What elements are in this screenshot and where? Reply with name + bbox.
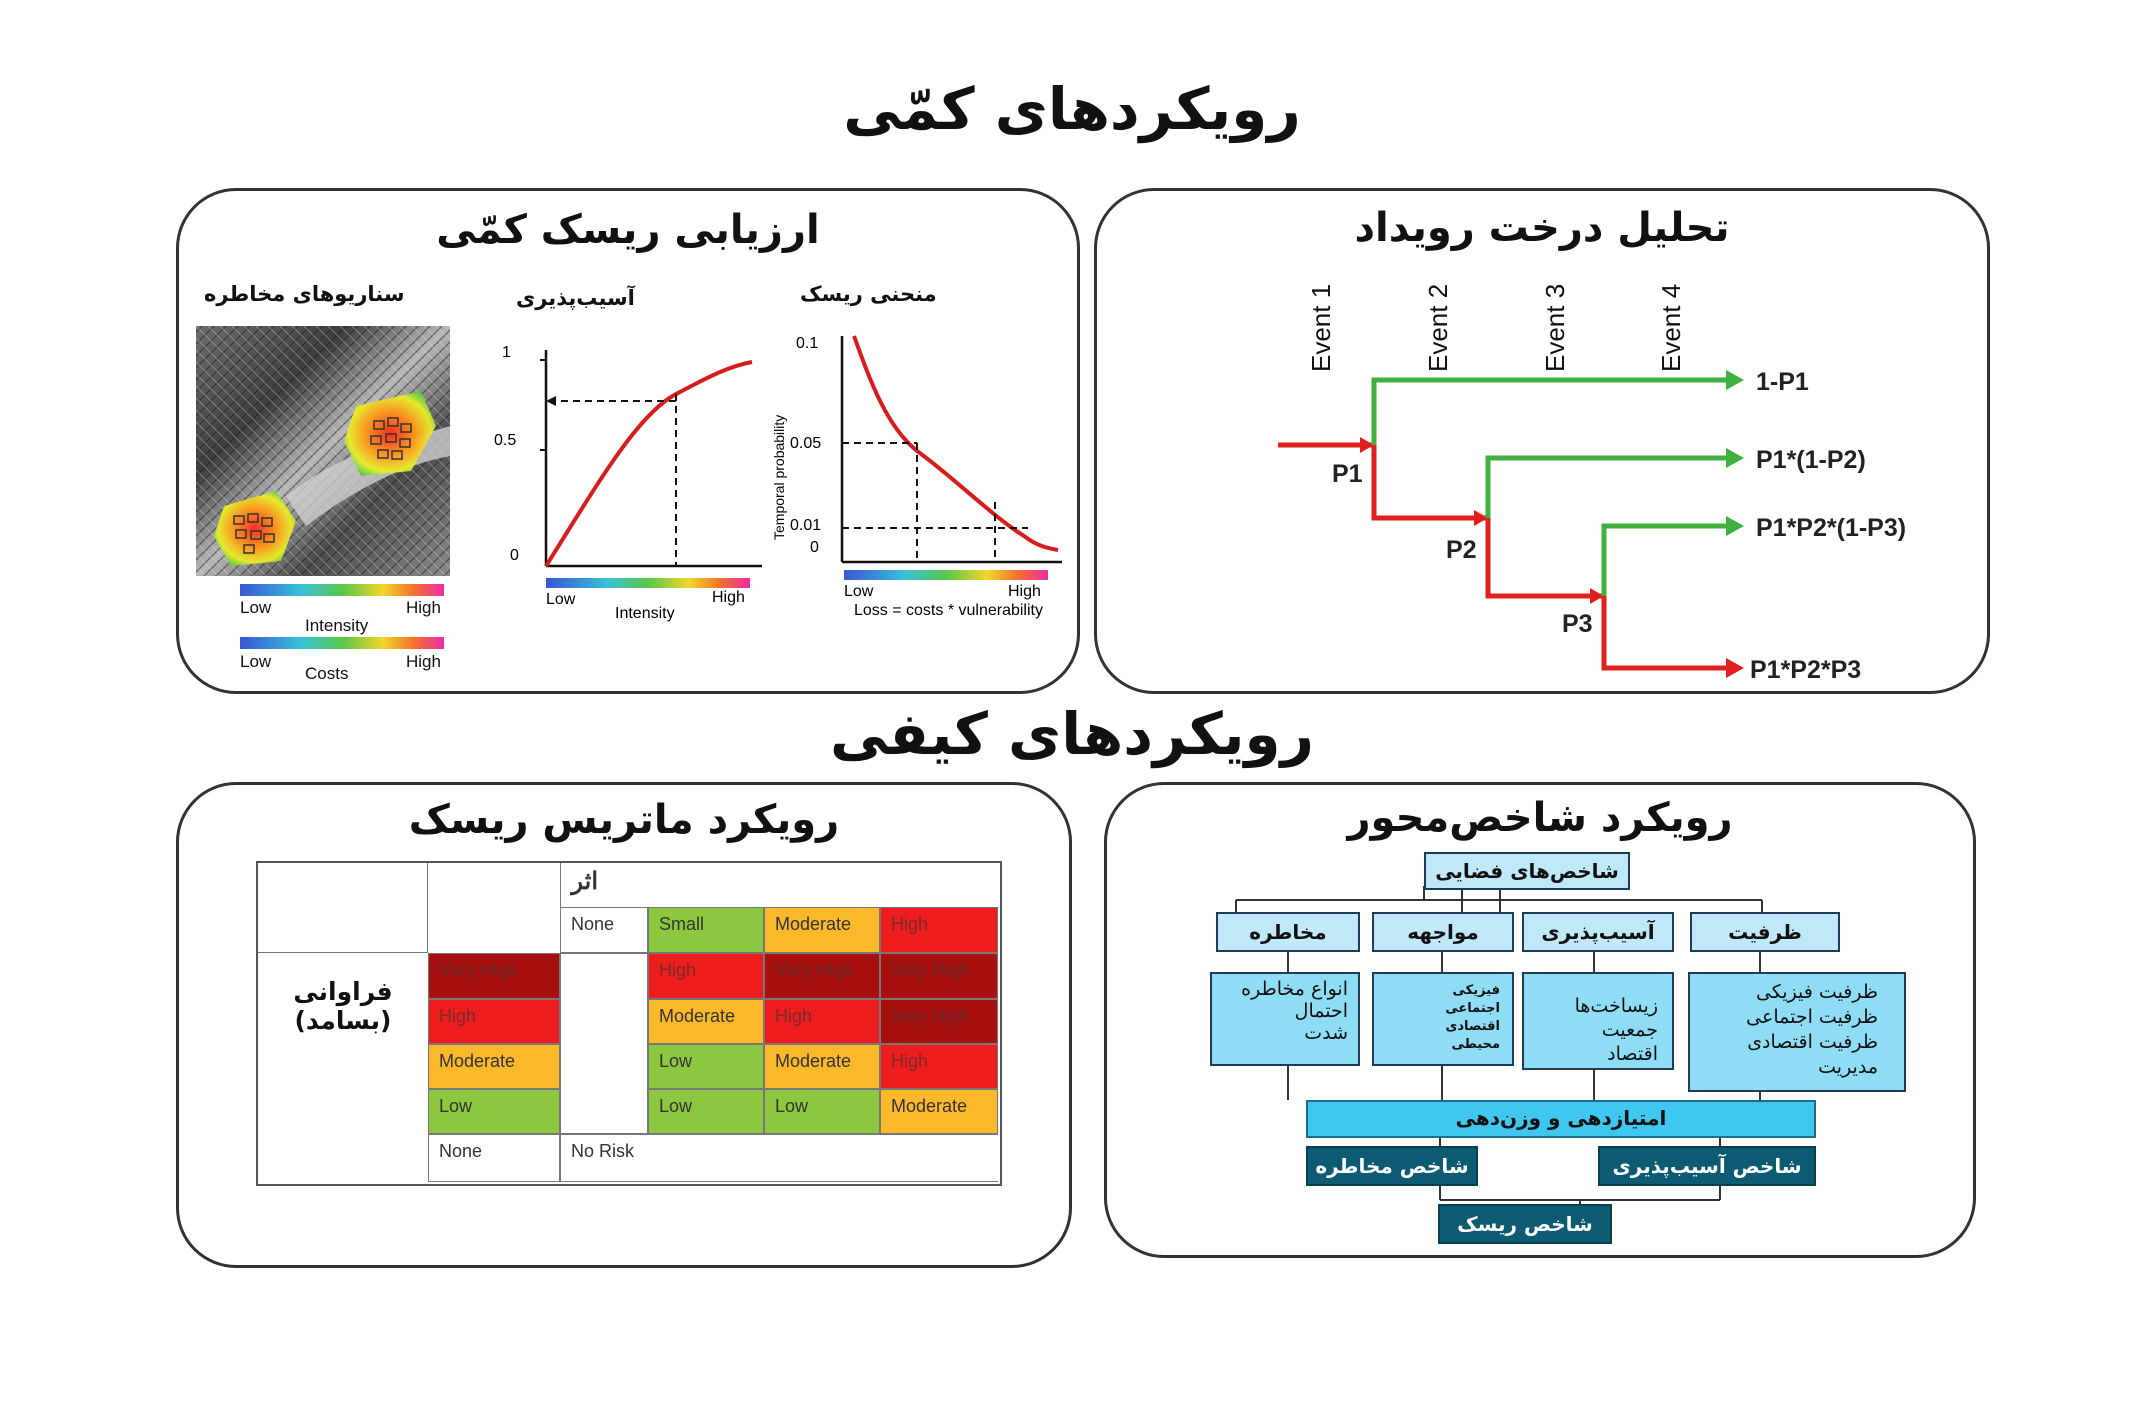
impact-small: Small bbox=[648, 907, 764, 953]
hazard-scenario-map bbox=[196, 326, 450, 576]
exposure-item: اجتماعی bbox=[1445, 1001, 1500, 1016]
matrix-cell: High bbox=[764, 999, 880, 1044]
spatial-indicators-box: شاخص‌های فضایی bbox=[1424, 852, 1630, 890]
matrix-cell: Low bbox=[764, 1089, 880, 1134]
node-p2: P2 bbox=[1446, 536, 1477, 564]
capacity-items-box bbox=[1688, 972, 1906, 1092]
matrix-cell: Moderate bbox=[880, 1089, 998, 1134]
risk-tick-0.05: 0.05 bbox=[790, 435, 822, 452]
scoring-weighting-box: امتیازدهی و وزن‌دهی bbox=[1306, 1100, 1816, 1138]
frequency-subtitle: (بسامد) bbox=[294, 1006, 392, 1035]
risk-curve-label: منحنی ریسک bbox=[800, 282, 937, 306]
intensity-legend-bar bbox=[240, 584, 444, 596]
matrix-cell: Moderate bbox=[764, 1044, 880, 1089]
risk-tick-0.1: 0.1 bbox=[796, 335, 819, 352]
risk-matrix-title: رویکرد ماتریس ریسک bbox=[408, 797, 840, 843]
costs-legend-bar bbox=[240, 637, 444, 649]
frequency-very-high: Very High bbox=[428, 953, 560, 999]
event-4-label: Event 4 bbox=[1656, 283, 1686, 372]
vulnerability-label: آسیب‌پذیری bbox=[516, 286, 635, 310]
impact-high: High bbox=[880, 907, 998, 953]
capacity-item: ظرفیت اقتصادی bbox=[1747, 1031, 1878, 1053]
risk-curve-chart bbox=[762, 326, 1072, 636]
risk-tick-0: 0 bbox=[810, 539, 819, 556]
risk-tick-0.01: 0.01 bbox=[790, 517, 822, 534]
vulnerability-item: زیساخت‌ها bbox=[1574, 995, 1658, 1017]
outcome-2-arrow bbox=[1726, 448, 1744, 468]
outcome-4: P1*P2*P3 bbox=[1750, 656, 1862, 680]
category-exposure: مواجهه bbox=[1372, 912, 1514, 952]
vulnerability-curve-chart bbox=[490, 330, 770, 630]
frequency-none: None bbox=[428, 1134, 560, 1182]
risk-loss-bar bbox=[844, 570, 1048, 580]
qualitative-approaches-title: رویکردهای کیفی bbox=[830, 700, 1314, 768]
costs-legend-title: Costs bbox=[305, 664, 349, 683]
matrix-cell: Very High bbox=[880, 953, 998, 999]
matrix-cell: Very High bbox=[764, 953, 880, 999]
costs-legend-high: High bbox=[406, 652, 441, 671]
category-vulnerability: آسیب‌پذیری bbox=[1522, 912, 1674, 952]
risk-index-box: شاخص ریسک bbox=[1438, 1204, 1612, 1244]
vulnerability-item: اقتصاد bbox=[1607, 1043, 1658, 1065]
outcome-4-arrow bbox=[1726, 658, 1744, 678]
node-p1: P1 bbox=[1332, 460, 1363, 488]
category-hazard: مخاطره bbox=[1216, 912, 1360, 952]
risk-high-label: High bbox=[1008, 583, 1041, 600]
event-tree-diagram bbox=[1270, 260, 1930, 680]
outcome-1: 1-P1 bbox=[1756, 368, 1809, 396]
outcome-3: P1*P2*(1-P3) bbox=[1756, 514, 1907, 542]
outcome-1-arrow bbox=[1726, 370, 1744, 390]
outcome-2: P1*(1-P2) bbox=[1756, 446, 1866, 474]
indicator-title: رویکرد شاخص‌محور bbox=[1347, 795, 1733, 841]
intensity-legend-high: High bbox=[406, 598, 441, 617]
p2-branch bbox=[1488, 518, 1604, 596]
event-2-label: Event 2 bbox=[1423, 283, 1453, 372]
frequency-moderate: Moderate bbox=[428, 1044, 560, 1089]
exposure-item: محیطی bbox=[1451, 1037, 1500, 1052]
vuln-tick-0.5: 0.5 bbox=[494, 432, 517, 449]
matrix-cell: Low bbox=[648, 1044, 764, 1089]
capacity-item: ظرفیت فیزیکی bbox=[1755, 981, 1878, 1003]
event-1-label: Event 1 bbox=[1306, 283, 1336, 372]
vuln-high-label: High bbox=[712, 589, 745, 606]
p1-branch bbox=[1374, 445, 1488, 518]
hazard-item: شدت bbox=[1304, 1022, 1348, 1044]
hazard-item: احتمال bbox=[1294, 1000, 1348, 1022]
vuln-low-label: Low bbox=[546, 591, 576, 608]
event-3-label: Event 3 bbox=[1540, 283, 1570, 372]
outcome-3-arrow bbox=[1726, 516, 1744, 536]
impact-moderate: Moderate bbox=[764, 907, 880, 953]
exposure-item: فیزیکی bbox=[1452, 983, 1500, 998]
vuln-intensity-label: Intensity bbox=[615, 605, 675, 622]
risk-y-axis-label: Temporal probability bbox=[771, 414, 787, 540]
costs-legend-low: Low bbox=[240, 652, 272, 671]
vuln-tick-0: 0 bbox=[510, 547, 519, 564]
impact-none: None bbox=[560, 907, 648, 953]
impact-header: اثر bbox=[560, 863, 998, 907]
vulnerability-items-box bbox=[1522, 972, 1674, 1070]
vuln-tick-1: 1 bbox=[502, 344, 511, 361]
category-capacity: ظرفیت bbox=[1690, 912, 1840, 952]
node-p3: P3 bbox=[1562, 610, 1593, 638]
vulnerability-index-box: شاخص آسیب‌پذیری bbox=[1598, 1146, 1816, 1186]
vulnerability-item: جمعیت bbox=[1601, 1019, 1658, 1041]
no-risk-cell: No Risk bbox=[560, 1134, 998, 1182]
hazard-index-box: شاخص مخاطره bbox=[1306, 1146, 1478, 1186]
capacity-item: ظرفیت اجتماعی bbox=[1746, 1006, 1878, 1028]
matrix-cell: High bbox=[880, 1044, 998, 1089]
matrix-cell: Low bbox=[648, 1089, 764, 1134]
frequency-title: فراوانی bbox=[293, 977, 393, 1006]
matrix-cell: Moderate bbox=[648, 999, 764, 1044]
exposure-item: اقتصادی bbox=[1445, 1019, 1500, 1034]
hazard-item: انواع مخاطره bbox=[1241, 978, 1348, 1000]
hazard-scenarios-label: سناریوهای مخاطره bbox=[204, 282, 405, 306]
frequency-low: Low bbox=[428, 1089, 560, 1134]
p3-branch bbox=[1604, 596, 1730, 668]
risk-low-label: Low bbox=[844, 583, 874, 600]
risk-x-axis-label: Loss = costs * vulnerability bbox=[854, 602, 1043, 619]
frequency-high: High bbox=[428, 999, 560, 1044]
event-tree-title: تحلیل درخت رویداد bbox=[1354, 205, 1730, 251]
quantitative-approaches-title: رویکردهای کمّی bbox=[843, 75, 1301, 143]
exposure-items-box bbox=[1372, 972, 1514, 1066]
matrix-cell: High bbox=[648, 953, 764, 999]
intensity-legend-title: Intensity bbox=[305, 616, 369, 635]
hazard-items-box bbox=[1210, 972, 1360, 1066]
frequency-label bbox=[258, 953, 429, 1134]
quantitative-risk-title: ارزیابی ریسک کمّی bbox=[436, 207, 820, 253]
intensity-legend-low: Low bbox=[240, 598, 272, 617]
capacity-item: مدیریت bbox=[1818, 1056, 1878, 1078]
risk-matrix-table bbox=[256, 861, 1002, 1186]
matrix-cell: Very High bbox=[880, 999, 998, 1044]
vulnerability-curve bbox=[546, 362, 752, 566]
vuln-intensity-bar bbox=[546, 578, 750, 588]
